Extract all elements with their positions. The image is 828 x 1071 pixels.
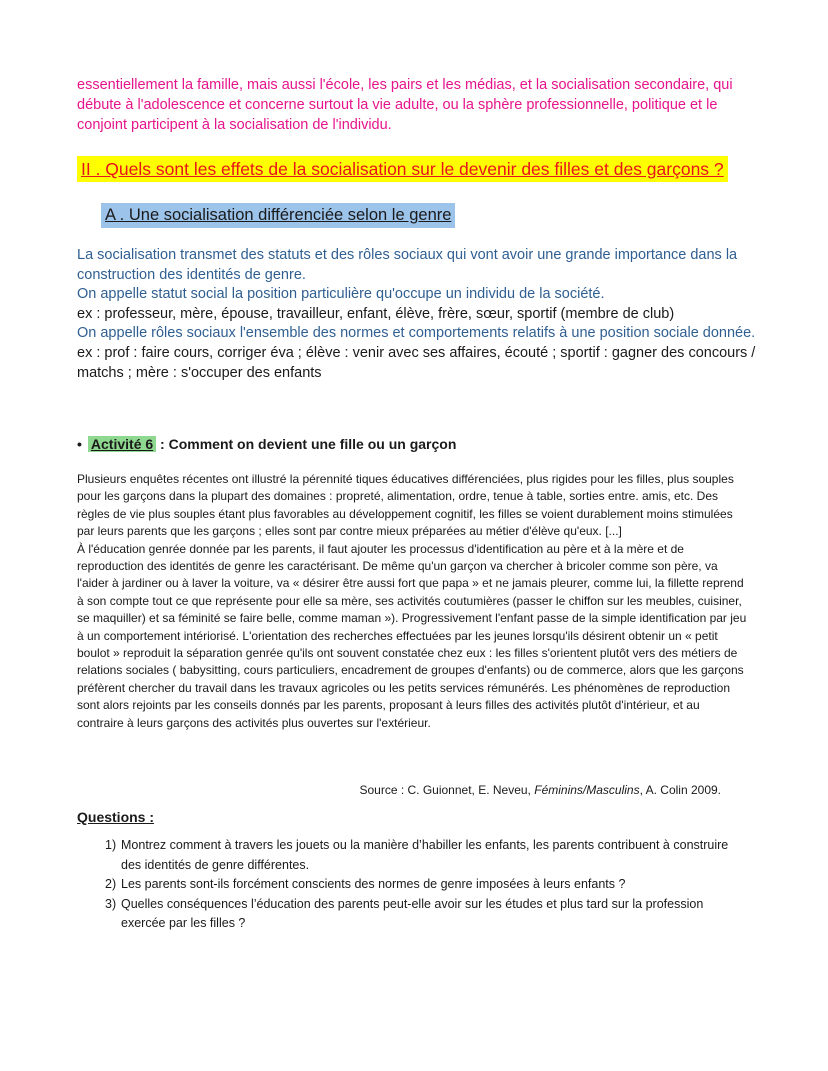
question-number: 1) [105,838,117,852]
question-item [105,836,745,875]
example-statuts: ex : professeur, mère, épouse, travailleur, enfant, élève, frère, sœur, sportif (membre de club) [77,305,675,322]
activity-label: Activité 6 [88,436,156,452]
intro-paragraph: essentiellement la famille, mais aussi l'école, les pairs et les médias, et la socialisation secondaire, qui débute à l'adolescence et concerne surtout la vie adulte, ou la sphère professionnelle, politique et le conjoint participent à la socialisation de l'individu. [77,77,733,133]
questions-list [105,836,745,934]
subsection-heading: A . Une socialisation différenciée selon le genre [101,203,455,228]
activity-title: : Comment on devient une fille ou un garçon [160,436,457,452]
excerpt-paragraph-1: Plusieurs enquêtes récentes ont illustré la pérennité tiques éducatives différenciées, plus rigides pour les filles, plus souples pour les garçons dans la plupart des domaines : propreté, alimentation, ordre, tenue à table, sorties entre. amis, etc. Des règles de vie plus souples étant plus favorables au développement cognitif, les filles se voient durablement moins stimulées par leurs parents que les garçons ; elles sont par contre mieux préparées au métier d'élève qu'eux. [...] [77,472,734,539]
question-text: Quelles conséquences l’éducation des parents peut-elle avoir sur les études et plus tard sur la profession exercée par les filles ? [121,896,704,930]
question-number: 3) [105,896,117,911]
question-text: Les parents sont-ils forcément conscients des normes de genre imposées à leurs enfants ? [121,877,626,891]
section-heading: II . Quels sont les effets de la socialisation sur le devenir des filles et des garçons ? [77,156,728,182]
example-roles: ex : prof : faire cours, corriger éva ; élève : venir avec ses affaires, écouté ; sportif : gagner des concours / matchs ; mère : s'occuper des enfants [77,344,756,381]
source-suffix: , A. Colin 2009. [639,783,721,797]
activity-heading [77,434,456,454]
question-item [105,895,745,934]
definition-statut-social: On appelle statut social la position particulière qu'occupe un individu de la société. [77,286,605,303]
excerpt-text [77,471,747,732]
excerpt-paragraph-2: À l'éducation genrée donnée par les parents, il faut ajouter les processus d'identification au père et à la mère et de reproduction des identités de genre les caractérisant. De même qu'un garçon va chercher à bricoler comme son père, va l'aider à jardiner ou à laver la voiture, va « désirer être aussi fort que papa » et ne jamais pleurer, comme lui, la fillette reprend à son compte tout ce que représente pour elle sa mère, ses activités coutumières (passer le chiffon sur les meubles, cuisiner, se maquiller) et sa féminité se faire belle, comme maman »). Progressivement l'enfant passe de la simple identification par jeu à un comportement intériorisé. L'orientation des recherches effectuées par les jeunes lorsqu'ils désirent obtenir un « petit boulot » reproduit la séparation genrée qu'ils ont souvent constatée chez eux : les filles s'orientent plutôt vers des métiers de relations sociales ( babysitting, cours particuliers, encadrement de groupes d'enfants) ou de commerce, alors que les garçons préfèrent chercher du travail dans les travaux agricoles ou les petits services rémunérés. Les phénomènes de reproduction sont alors rejoints par les conseils donnés par les parents, proposant à leurs filles des activités plutôt d'intérieur, et au contraire à leurs garçons des activités plus ouvertes sur l'extérieur. [77,541,747,730]
question-number: 2) [105,877,117,891]
question-item [105,875,745,895]
definition-roles-sociaux: On appelle rôles sociaux l'ensemble des normes et comportements relatifs à une position sociale donnée. [77,325,756,342]
course-body [77,246,767,383]
bullet-icon: • [77,436,82,452]
source-title: Féminins/Masculins [534,783,640,797]
questions-title: Questions : [77,809,155,825]
question-text: Montrez comment à travers les jouets ou la manière d’habiller les enfants, les parents contribuent à construire des identités de genre différentes. [121,838,729,872]
definition-socialisation: La socialisation transmet des statuts et des rôles sociaux qui vont avoir une grande importance dans la construction des identités de genre. [77,247,738,283]
source-citation [359,782,721,799]
source-prefix: Source : C. Guionnet, E. Neveu, [359,783,535,797]
